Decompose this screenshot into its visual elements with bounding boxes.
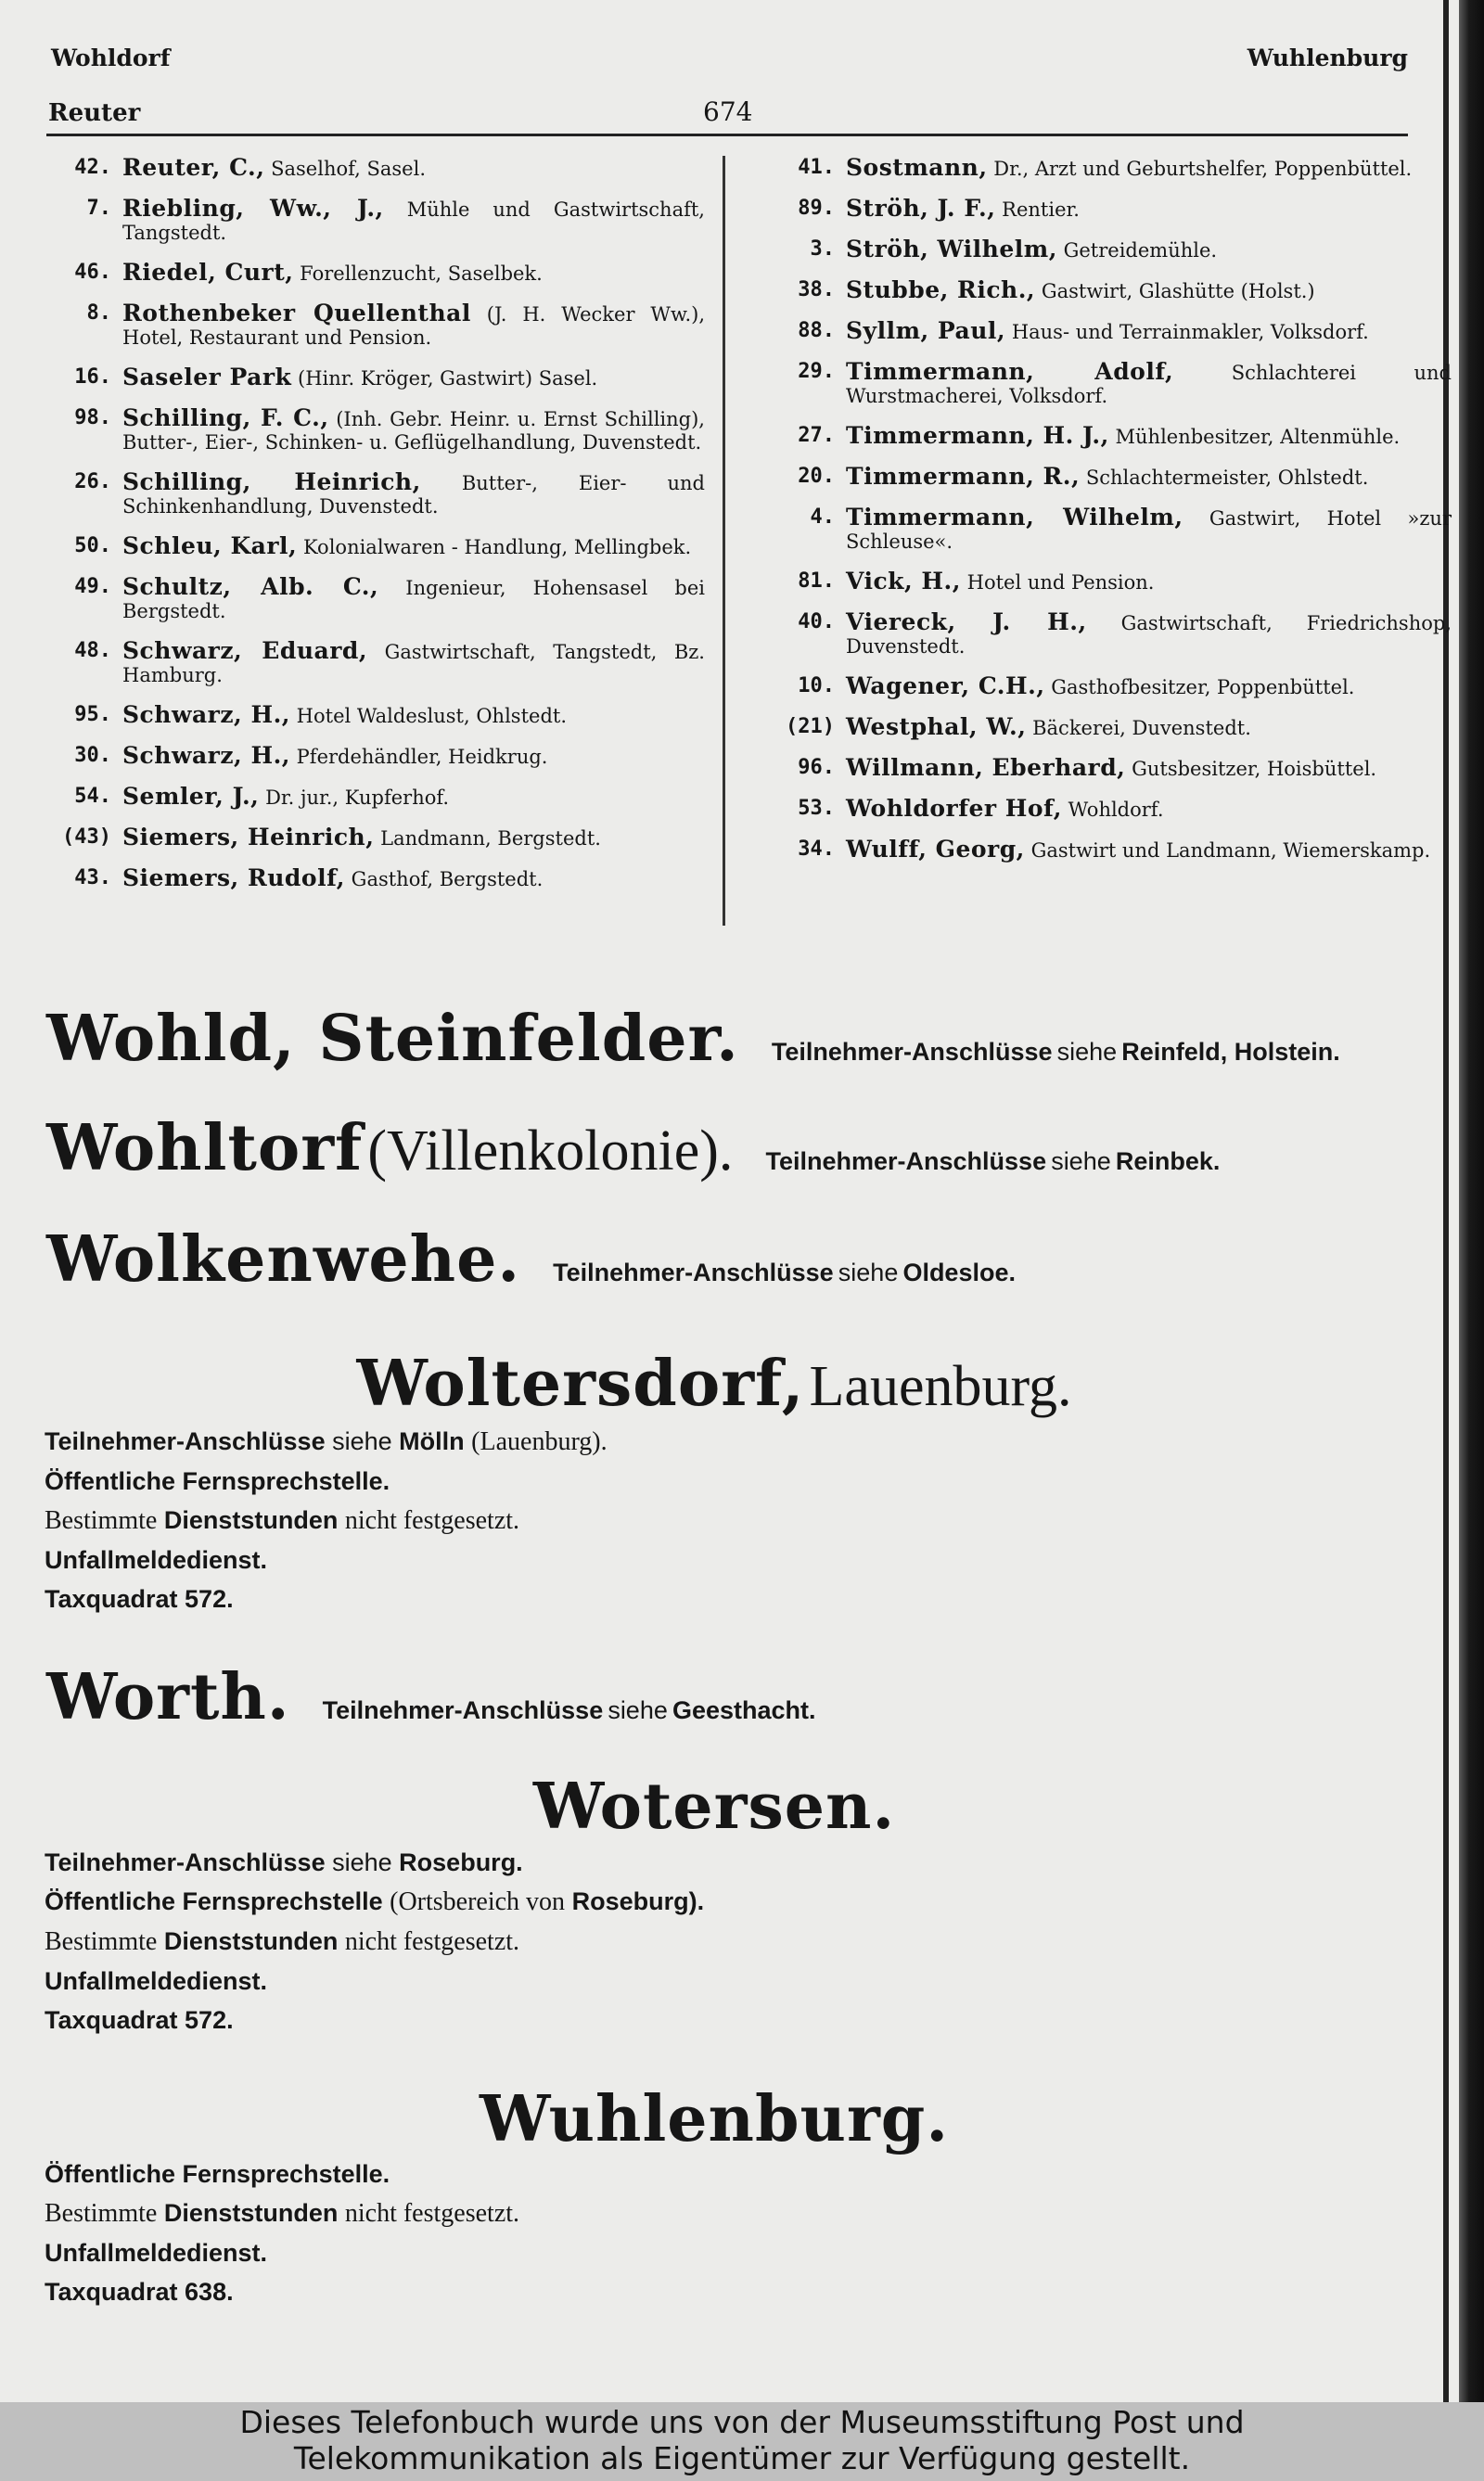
- info-line: Unfallmeldedienst.: [45, 2239, 268, 2267]
- directory-entry: [46, 534, 705, 559]
- entry-name: Schwarz, Eduard,: [122, 637, 368, 664]
- entry-name: Siemers, Rudolf,: [122, 864, 345, 891]
- entry-description: Mühlenbesitzer, Altenmühle.: [1115, 426, 1401, 448]
- entry-name: Semler, J.,: [122, 783, 260, 810]
- entry-body: [846, 505, 1452, 554]
- directory-entry: [770, 197, 1452, 222]
- entry-body: [122, 825, 705, 850]
- section-title: Wohld, Steinfelder.: [46, 1002, 739, 1076]
- entry-description: Getreidemühle.: [1063, 239, 1218, 262]
- section-mid: siehe: [838, 1259, 899, 1286]
- section-ref: Geesthacht.: [672, 1696, 816, 1724]
- entry-body: [122, 156, 705, 181]
- section-title: Wolkenwehe.: [46, 1222, 521, 1297]
- entry-body: [846, 797, 1452, 822]
- entry-description: Dr., Arzt und Geburtshelfer, Poppenbüttel.: [993, 158, 1413, 180]
- entry-description: Mühle und Gastwirtschaft, Tangstedt.: [122, 198, 705, 244]
- entry-number: 8.: [86, 301, 111, 325]
- entry-number: 10.: [798, 674, 835, 697]
- entry-name: Saseler Park: [122, 364, 292, 390]
- info-line: [45, 1501, 608, 1541]
- entry-description: Gasthof, Bergstedt.: [351, 868, 544, 890]
- entry-description: Dr. jur., Kupferhof.: [265, 787, 450, 809]
- entry-description: Saselhof, Sasel.: [271, 158, 426, 180]
- directory-entry: [770, 360, 1452, 408]
- entry-name: Reuter, C.,: [122, 154, 265, 181]
- entry-number: 81.: [798, 569, 835, 593]
- entry-body: [122, 197, 705, 245]
- entry-body: [846, 237, 1452, 262]
- directory-entry: [770, 610, 1452, 659]
- entry-description: Forellenzucht, Saselbek.: [300, 262, 543, 285]
- entry-name: Stubbe, Rich.,: [846, 276, 1036, 303]
- section-title: Wotersen.: [532, 1770, 896, 1844]
- section-mid: siehe: [608, 1696, 668, 1724]
- entry-number: 3.: [810, 237, 835, 261]
- entry-description: Gastwirt, Hotel »zur Schleuse«.: [846, 507, 1452, 553]
- info-line: [45, 1882, 704, 1922]
- entry-body: [846, 465, 1452, 490]
- entry-name: Syllm, Paul,: [846, 317, 1006, 344]
- entry-body: [122, 534, 705, 559]
- entry-body: [846, 424, 1452, 449]
- running-header: [51, 45, 1408, 80]
- header-right: Wuhlenburg: [1247, 45, 1408, 71]
- section-pre: Teilnehmer-Anschlüsse: [771, 1038, 1053, 1066]
- entry-number: 88.: [798, 319, 835, 342]
- entry-body: [122, 703, 705, 728]
- directory-entry: [46, 785, 705, 810]
- info-line: Taxquadrat 572.: [45, 1585, 234, 1613]
- header-sub-left: Reuter: [48, 99, 141, 127]
- entry-body: [122, 406, 705, 454]
- section-pre: Teilnehmer-Anschlüsse: [765, 1147, 1047, 1175]
- directory-entry: [770, 674, 1452, 699]
- section-title: Wohltorf: [46, 1111, 364, 1185]
- sub-header: [46, 96, 1408, 136]
- entry-body: [846, 838, 1452, 863]
- info-c: nicht festgesetzt.: [344, 2199, 520, 2228]
- entry-description: (J. H. Wecker Ww.), Hotel, Restaurant und Pension.: [122, 303, 705, 349]
- directory-entry: [46, 866, 705, 891]
- info-a: Bestimmte: [45, 1927, 158, 1956]
- entry-name: Westphal, W.,: [846, 713, 1027, 740]
- page-edge: [1459, 0, 1484, 2402]
- entry-description: Landmann, Bergstedt.: [380, 827, 601, 850]
- directory-entry: [770, 715, 1452, 740]
- directory-entry: [46, 156, 705, 181]
- section-mid: siehe: [1056, 1038, 1118, 1066]
- entry-description: Gastwirtschaft, Friedrichshop, Duvenstedt.: [846, 612, 1452, 658]
- entry-body: [846, 278, 1452, 303]
- entry-name: Ströh, Wilhelm,: [846, 236, 1057, 262]
- entry-name: Timmermann, Adolf,: [846, 358, 1174, 385]
- directory-entry: [46, 197, 705, 245]
- entry-name: Schilling, Heinrich,: [122, 468, 421, 495]
- entry-name: Wohldorfer Hof,: [846, 795, 1062, 822]
- info-ref: Mölln: [399, 1427, 465, 1455]
- entry-number: 43.: [74, 866, 111, 889]
- entry-description: Gastwirt und Landmann, Wiemerskamp.: [1030, 839, 1431, 862]
- entry-number: 89.: [798, 197, 835, 220]
- section-subtitle: Lauenburg.: [809, 1355, 1072, 1418]
- entry-description: Rentier.: [1002, 198, 1080, 221]
- section-pre: Teilnehmer-Anschlüsse: [322, 1696, 604, 1724]
- section-wuhlenburg-info: [45, 2155, 519, 2311]
- directory-entry: [770, 838, 1452, 863]
- info-tail: (Lauenburg).: [471, 1427, 608, 1456]
- info-line: [45, 2193, 519, 2233]
- info-ref: Roseburg.: [399, 1848, 523, 1876]
- entry-number: 27.: [798, 424, 835, 447]
- section-pre: Teilnehmer-Anschlüsse: [553, 1259, 834, 1286]
- directory-entry: [46, 406, 705, 454]
- footer-line-1: Dieses Telefonbuch wurde uns von der Museumsstiftung Post und: [239, 2404, 1245, 2440]
- entry-body: [846, 360, 1452, 408]
- entry-name: Schultz, Alb. C.,: [122, 573, 379, 600]
- directory-entry: [46, 703, 705, 728]
- directory-entry: [46, 639, 705, 687]
- entry-name: Wulff, Georg,: [846, 836, 1025, 863]
- directory-entry: [46, 744, 705, 769]
- info-a: Bestimmte: [45, 1506, 158, 1535]
- info-a: Bestimmte: [45, 2199, 158, 2228]
- entry-body: [846, 610, 1452, 659]
- section-wuhlenburg-heading: [0, 2082, 1428, 2156]
- directory-entry: [770, 569, 1452, 595]
- entry-number: 49.: [74, 575, 111, 598]
- entry-number: 50.: [74, 534, 111, 557]
- section-worth: [46, 1660, 816, 1734]
- entry-number: 42.: [74, 156, 111, 179]
- section-title: Worth.: [46, 1660, 290, 1734]
- info-c: nicht festgesetzt.: [344, 1506, 520, 1535]
- entry-name: Ströh, J. F.,: [846, 195, 996, 222]
- directory-entry: [770, 505, 1452, 554]
- info-b: (Ortsbereich von: [390, 1887, 566, 1916]
- entry-name: Schwarz, H.,: [122, 742, 290, 769]
- entry-name: Schleu, Karl,: [122, 532, 298, 559]
- info-line: Taxquadrat 638.: [45, 2278, 234, 2306]
- header-left: Wohldorf: [51, 45, 171, 71]
- entry-number: 96.: [798, 756, 835, 779]
- entry-description: Schlachtermeister, Ohlstedt.: [1085, 467, 1369, 489]
- entry-body: [122, 261, 705, 286]
- entry-description: (Hinr. Kröger, Gastwirt) Sasel.: [298, 367, 598, 390]
- info-pre: Teilnehmer-Anschlüsse: [45, 1848, 326, 1876]
- info-line: [45, 1922, 704, 1962]
- directory-entry: [770, 237, 1452, 262]
- info-pre: Teilnehmer-Anschlüsse: [45, 1427, 326, 1455]
- directory-entry: [770, 797, 1452, 822]
- section-ref: Oldesloe.: [902, 1259, 1016, 1286]
- entry-number: 41.: [798, 156, 835, 179]
- section-mid: siehe: [1051, 1147, 1111, 1175]
- entry-number: 20.: [798, 465, 835, 488]
- left-column: [46, 156, 705, 907]
- entry-name: Rothenbeker Quellenthal: [122, 300, 471, 326]
- entry-description: (Inh. Gebr. Heinr. u. Ernst Schilling), Butter-, Eier-, Schinken- u. Geflügelhandlung, Duvenstedt.: [122, 408, 705, 454]
- entry-description: Wohldorf.: [1068, 799, 1164, 821]
- info-line: [45, 1422, 608, 1462]
- entry-body: [846, 715, 1452, 740]
- entry-body: [846, 674, 1452, 699]
- entry-description: Gastwirt, Glashütte (Holst.): [1041, 280, 1315, 302]
- section-wolkenwehe: [46, 1222, 1016, 1297]
- entry-name: Vick, H.,: [846, 568, 961, 595]
- entry-body: [122, 301, 705, 350]
- info-line: Öffentliche Fernsprechstelle.: [45, 2160, 390, 2188]
- section-woltersdorf-heading: [0, 1347, 1428, 1421]
- directory-entry: [46, 825, 705, 850]
- entry-name: Willmann, Eberhard,: [846, 754, 1126, 781]
- info-a: Öffentliche Fernsprechstelle: [45, 1887, 383, 1915]
- section-wotersen-info: [45, 1843, 704, 2040]
- entry-number: 7.: [86, 197, 111, 220]
- entry-number: 16.: [74, 365, 111, 389]
- entry-body: [122, 575, 705, 623]
- entry-number: 54.: [74, 785, 111, 808]
- entry-number: 40.: [798, 610, 835, 633]
- entry-number: 46.: [74, 261, 111, 284]
- info-mid: siehe: [332, 1848, 392, 1876]
- directory-entry: [46, 575, 705, 623]
- entry-number: 98.: [74, 406, 111, 429]
- entry-description: Kolonialwaren - Handlung, Mellingbek.: [302, 536, 692, 558]
- entry-body: [122, 470, 705, 518]
- section-steinfelder: [46, 1002, 1340, 1076]
- entry-body: [122, 785, 705, 810]
- info-c: nicht festgesetzt.: [344, 1927, 520, 1956]
- entry-body: [846, 197, 1452, 222]
- section-ref: Reinfeld, Holstein.: [1121, 1038, 1340, 1066]
- info-line: [45, 1843, 704, 1882]
- entry-description: Schlachterei und Wurstmacherei, Volksdorf.: [846, 362, 1452, 407]
- entry-number: 38.: [798, 278, 835, 301]
- entry-number: 29.: [798, 360, 835, 383]
- right-column: [770, 156, 1452, 878]
- section-ref: Reinbek.: [1115, 1147, 1221, 1175]
- entry-name: Viereck, J. H.,: [846, 608, 1087, 635]
- archive-footer: [0, 2402, 1484, 2481]
- entry-name: Timmermann, H. J.,: [846, 422, 1109, 449]
- entry-name: Riedel, Curt,: [122, 259, 294, 286]
- directory-entry: [46, 365, 705, 390]
- entry-description: Ingenieur, Hohensasel bei Bergstedt.: [122, 577, 705, 622]
- section-woltersdorf-info: [45, 1422, 608, 1618]
- section-wohltorf: [46, 1111, 1220, 1185]
- entry-description: Gastwirtschaft, Tangstedt, Bz. Hamburg.: [122, 641, 705, 686]
- directory-entry: [46, 470, 705, 518]
- entry-name: Riebling, Ww., J.,: [122, 195, 384, 222]
- entry-name: Schilling, F. C.,: [122, 404, 329, 431]
- entry-name: Timmermann, R.,: [846, 463, 1081, 490]
- entry-body: [846, 569, 1452, 595]
- info-mid: siehe: [332, 1427, 392, 1455]
- section-wotersen-heading: [0, 1770, 1428, 1844]
- directory-entry: [46, 301, 705, 350]
- info-line: Unfallmeldedienst.: [45, 1546, 268, 1574]
- entry-name: Schwarz, H.,: [122, 701, 290, 728]
- page-number: 674: [703, 96, 753, 127]
- info-b: Dienststunden: [163, 1506, 339, 1534]
- entry-description: Haus- und Terrainmakler, Volksdorf.: [1011, 321, 1369, 343]
- entry-number: (43): [62, 825, 111, 849]
- listing-columns: [46, 154, 1452, 930]
- entry-description: Hotel und Pension.: [966, 571, 1155, 594]
- info-line: Öffentliche Fernsprechstelle.: [45, 1467, 390, 1495]
- entry-description: Pferdehändler, Heidkrug.: [296, 746, 548, 768]
- section-title: Woltersdorf,: [356, 1347, 805, 1421]
- entry-body: [122, 744, 705, 769]
- entry-number: (21): [786, 715, 835, 738]
- entry-description: Butter-, Eier- und Schinkenhandlung, Duvenstedt.: [122, 472, 705, 518]
- footer-line-2: Telekommunikation als Eigentümer zur Verfügung gestellt.: [293, 2440, 1191, 2476]
- directory-entry: [770, 319, 1452, 344]
- section-subtitle: (Villenkolonie).: [367, 1119, 734, 1183]
- directory-entry: [770, 756, 1452, 781]
- entry-description: Gutsbesitzer, Hoisbüttel.: [1132, 758, 1377, 780]
- directory-entry: [46, 261, 705, 286]
- directory-entry: [770, 465, 1452, 490]
- entry-name: Timmermann, Wilhelm,: [846, 504, 1183, 531]
- entry-body: [122, 365, 705, 390]
- entry-number: 48.: [74, 639, 111, 662]
- entry-name: Wagener, C.H.,: [846, 672, 1045, 699]
- entry-number: 53.: [798, 797, 835, 820]
- directory-entry: [770, 278, 1452, 303]
- directory-entry: [770, 424, 1452, 449]
- info-c: Roseburg).: [571, 1887, 705, 1915]
- entry-number: 30.: [74, 744, 111, 767]
- entry-description: Gasthofbesitzer, Poppenbüttel.: [1051, 676, 1355, 698]
- entry-body: [846, 319, 1452, 344]
- entry-name: Siemers, Heinrich,: [122, 824, 375, 850]
- entry-description: Bäckerei, Duvenstedt.: [1032, 717, 1251, 739]
- entry-body: [846, 756, 1452, 781]
- info-b: Dienststunden: [163, 2199, 339, 2227]
- entry-body: [122, 866, 705, 891]
- entry-description: Hotel Waldeslust, Ohlstedt.: [296, 705, 567, 727]
- section-title: Wuhlenburg.: [479, 2082, 950, 2156]
- entry-number: 4.: [810, 505, 835, 529]
- entry-body: [846, 156, 1452, 181]
- info-line: Taxquadrat 572.: [45, 2006, 234, 2034]
- entry-name: Sostmann,: [846, 154, 988, 181]
- directory-entry: [770, 156, 1452, 181]
- entry-number: 34.: [798, 838, 835, 861]
- info-b: Dienststunden: [163, 1927, 339, 1955]
- entry-number: 26.: [74, 470, 111, 493]
- entry-number: 95.: [74, 703, 111, 726]
- info-line: Unfallmeldedienst.: [45, 1967, 268, 1995]
- entry-body: [122, 639, 705, 687]
